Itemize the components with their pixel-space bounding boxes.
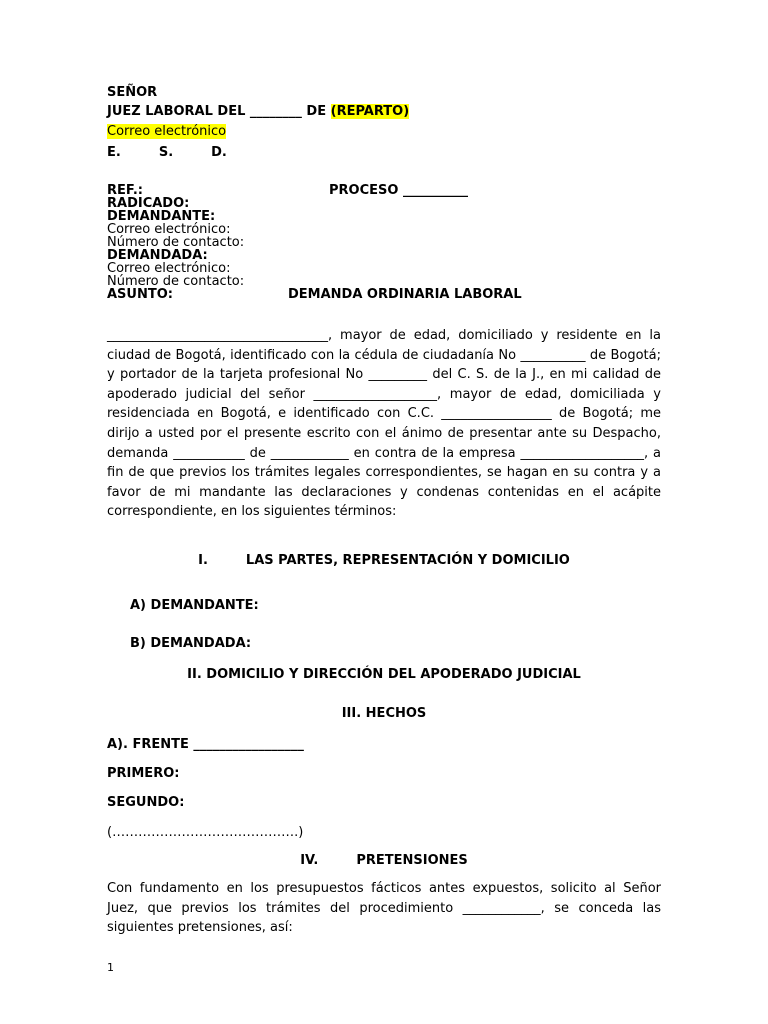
- addressee-email: [107, 124, 226, 140]
- section-1-number: I.: [198, 553, 208, 568]
- demandante-email-label: Correo electrónico:: [107, 222, 231, 237]
- ellipsis-line: (…………………………………….): [107, 825, 304, 840]
- page-number: 1: [107, 961, 114, 974]
- addressee-judge: [107, 104, 409, 120]
- demandada-subheading: B) DEMANDADA:: [130, 636, 252, 651]
- demandada-email-label: Correo electrónico:: [107, 261, 231, 276]
- section-4-title: PRETENSIONES: [356, 853, 468, 868]
- radicado-label: RADICADO:: [107, 196, 190, 211]
- asunto-label: ASUNTO:: [107, 287, 173, 302]
- demandada-label: DEMANDADA:: [107, 248, 208, 263]
- addressee-title: SEÑOR: [107, 85, 158, 100]
- demandada-phone-label: Número de contacto:: [107, 274, 245, 289]
- intro-paragraph: __________________________________, mayor de edad, domiciliado y residente en la ciudad de Bogotá, identificado con la cédula de ciudadanía No __________ de Bogotá; y portador de la tarjeta profesional No _________ del C. S. de la J., en mi calidad de apoderado judicial del señor ___________________, mayor de edad, domiciliada y residenciada en Bogotá, e identificado con C.C. _________________ de Bogotá; me dirijo a usted por el presente escrito con el ánimo de presentar ante su Despacho, demanda ___________ de ____________ en contra de la empresa ___________________, a fin de que previos los trámites legales correspondientes, se hagan en su contra y a favor de mi mandante las declaraciones y condenas contenidas en el acápite correspondiente, en los siguientes términos:: [107, 328, 661, 520]
- section-1-title: LAS PARTES, REPRESENTACIÓN Y DOMICILIO: [245, 553, 570, 568]
- reparto-highlight: (REPARTO): [330, 104, 410, 119]
- frente-line: A). FRENTE _________________: [107, 737, 304, 752]
- ref-label: REF.:: [107, 183, 143, 198]
- esd-line: [107, 145, 227, 161]
- pretensiones-paragraph: Con fundamento en los presupuestos fácticos antes expuestos, solicito al Señor Juez, que previos los trámites del procedimiento ____________, se conceda las siguientes pretensiones, así:: [107, 881, 661, 936]
- email-highlight: Correo electrónico: [107, 124, 227, 139]
- segundo-label: SEGUNDO:: [107, 795, 185, 810]
- section-4-number: IV.: [300, 853, 319, 868]
- primero-label: PRIMERO:: [107, 766, 180, 781]
- esd-s: S.: [158, 145, 174, 160]
- demandante-phone-label: Número de contacto:: [107, 235, 245, 250]
- esd-e: E.: [107, 145, 121, 160]
- section-2-heading: II. DOMICILIO Y DIRECCIÓN DEL APODERADO JUDICIAL: [187, 667, 581, 682]
- esd-d: D.: [211, 145, 227, 160]
- addressee-judge-text: JUEZ LABORAL DEL ________ DE: [107, 104, 331, 119]
- asunto-value: DEMANDA ORDINARIA LABORAL: [288, 287, 522, 302]
- section-1-heading: [107, 553, 661, 568]
- demandante-subheading: A) DEMANDANTE:: [130, 598, 259, 613]
- proceso-label: PROCESO __________: [329, 183, 468, 198]
- section-4-heading: [107, 853, 661, 868]
- demandante-label: DEMANDANTE:: [107, 209, 216, 224]
- section-3-heading: III. HECHOS: [341, 706, 427, 721]
